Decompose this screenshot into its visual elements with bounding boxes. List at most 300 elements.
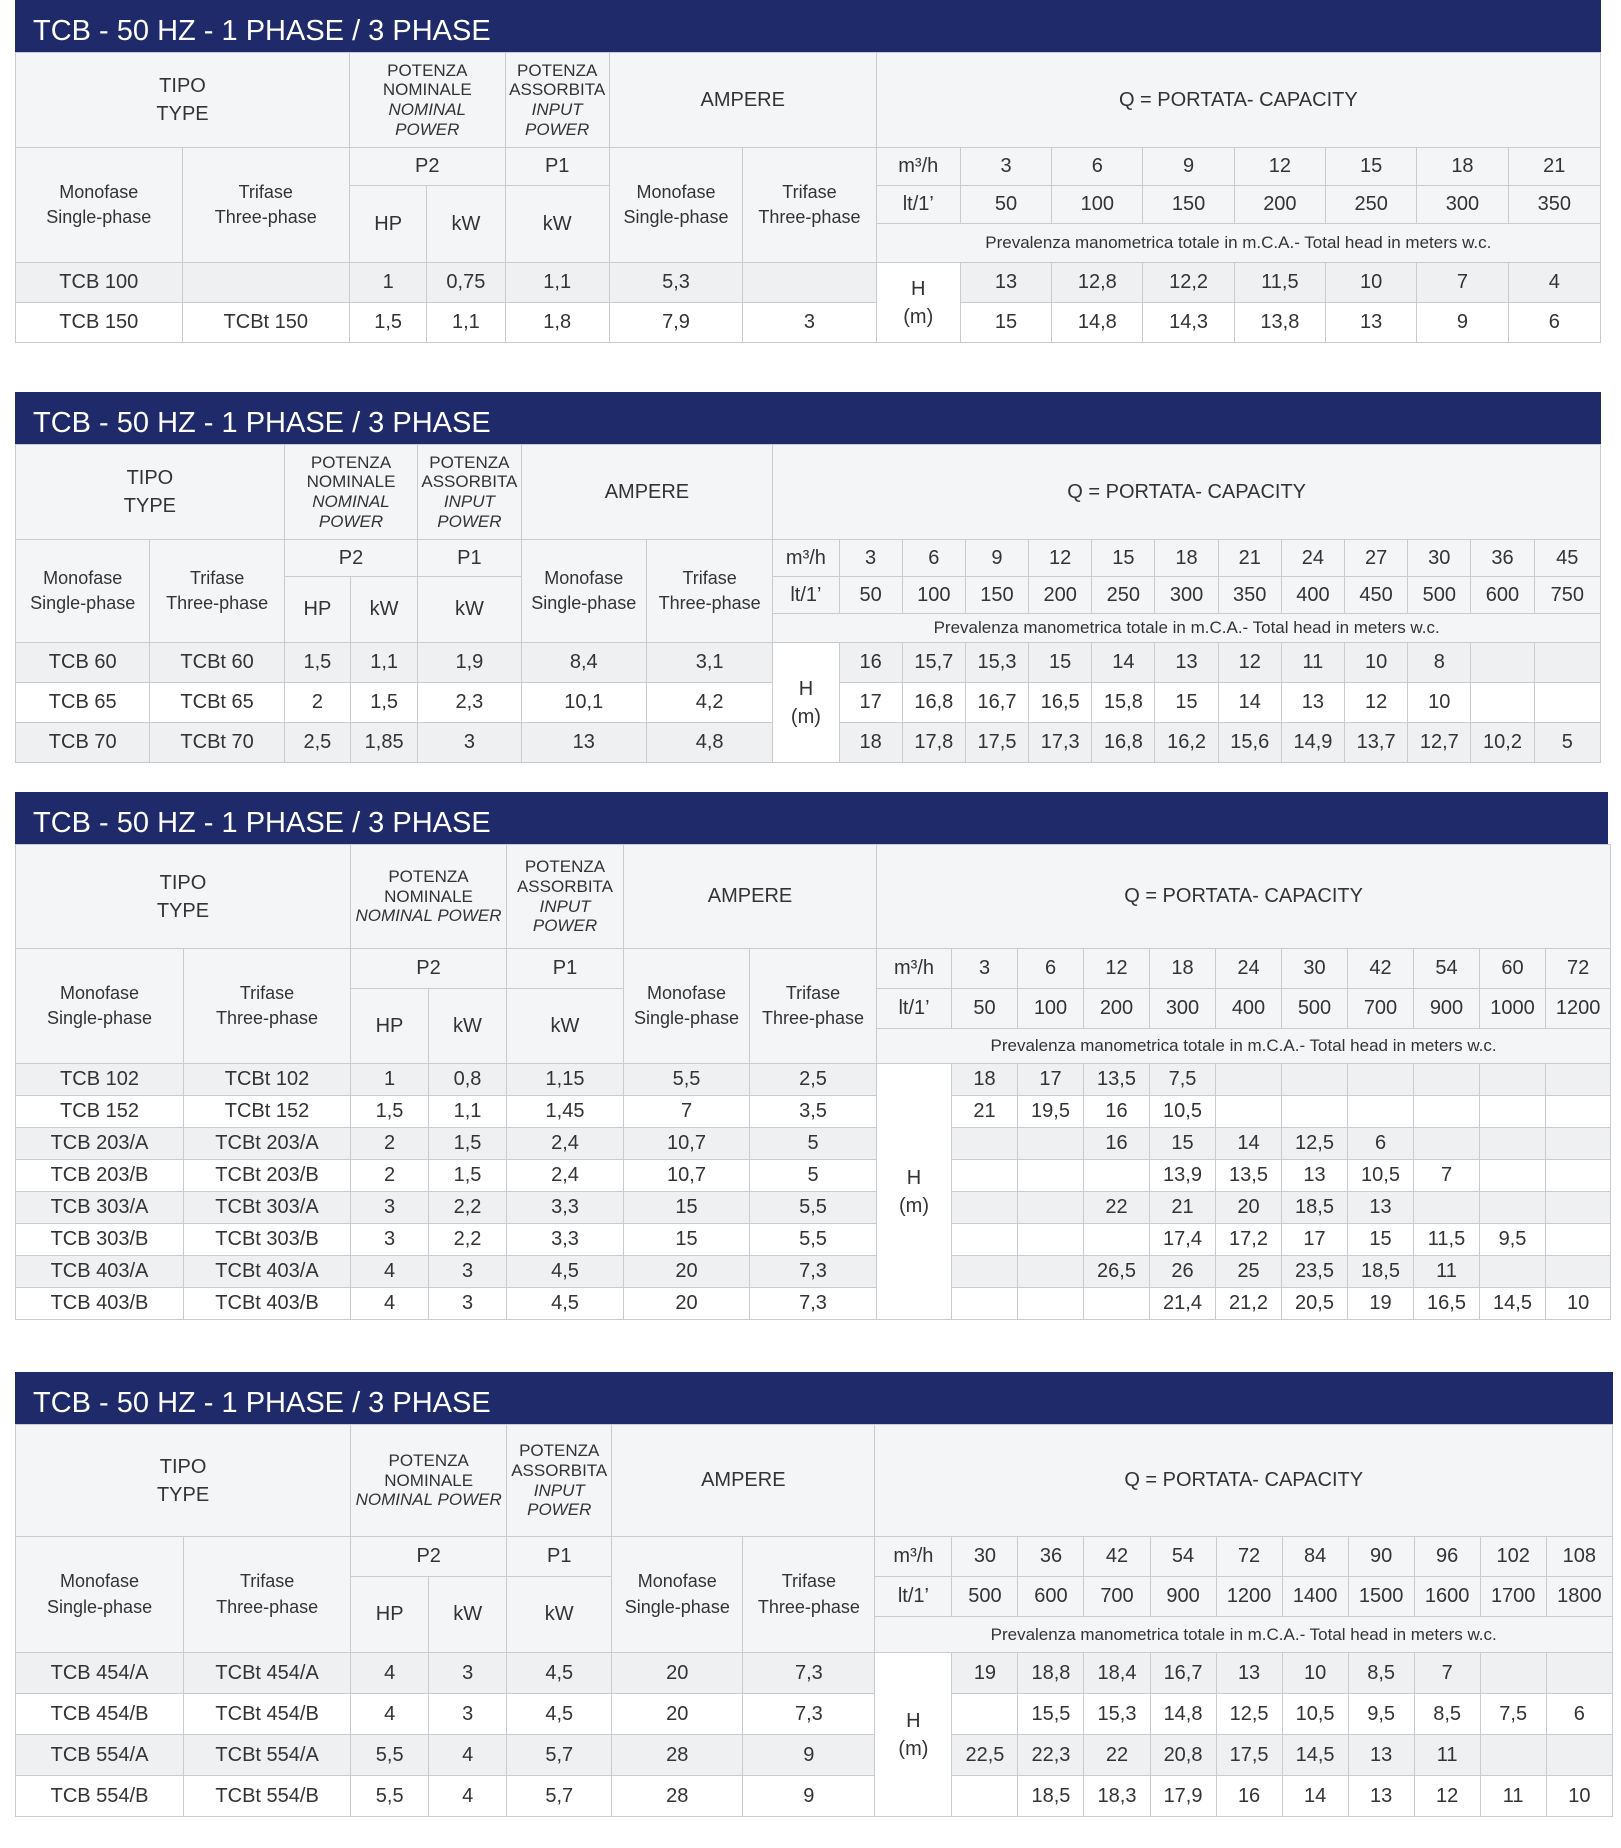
m3h-unit [877, 949, 952, 989]
input-kw: 1,45 [507, 1096, 624, 1128]
head-value: 16,5 [1414, 1288, 1480, 1320]
capacity-label: Q = PORTATA- CAPACITY [1067, 480, 1307, 503]
head-value [1546, 1224, 1611, 1256]
head-value: 13 [960, 263, 1051, 303]
head-value: 13,5 [1216, 1160, 1282, 1192]
head-value: 25 [1216, 1256, 1282, 1288]
power-kw: 1,85 [351, 723, 418, 763]
input-kw: 2,4 [507, 1128, 624, 1160]
head-value: 14,5 [1480, 1288, 1546, 1320]
flow-lt: 400 [1281, 577, 1344, 614]
head-value: 13,8 [1234, 303, 1325, 343]
table-row [16, 1776, 1613, 1817]
head-value: 14,5 [1282, 1735, 1348, 1776]
kw-header [351, 577, 418, 643]
flow-m3h: 21 [1218, 540, 1281, 577]
head-value: 16 [1216, 1776, 1282, 1817]
input-label: POTENZA [429, 452, 510, 472]
model-trifase: TCBt 454/B [184, 1694, 351, 1735]
nominal-label-2: NOMINALE [306, 472, 396, 492]
power-kw: 3 [429, 1694, 507, 1735]
power-kw: 1,5 [351, 683, 418, 723]
power-kw: 1,5 [429, 1128, 507, 1160]
head-value [1084, 1224, 1150, 1256]
flow-lt: 600 [1018, 1577, 1084, 1617]
flow-m3h: 72 [1546, 949, 1611, 989]
model-monofase: TCB 65 [16, 683, 150, 723]
input-power-header [418, 445, 521, 540]
head-value [1414, 1192, 1480, 1224]
head-value: 17,9 [1150, 1776, 1216, 1817]
head-value: 14 [1216, 1128, 1282, 1160]
head-value: 11 [1480, 1776, 1546, 1817]
power-kw: 3 [429, 1288, 507, 1320]
type-header [16, 53, 350, 148]
power-kw: 1,1 [351, 643, 418, 683]
head-value: 10,5 [1282, 1694, 1348, 1735]
head-value: 19,5 [1018, 1096, 1084, 1128]
ampere-label: AMPERE [701, 1469, 786, 1491]
head-h-label: H [906, 1709, 921, 1732]
flow-lt: 200 [1084, 989, 1150, 1029]
flow-lt: 1600 [1414, 1577, 1480, 1617]
flow-m3h: 42 [1348, 949, 1414, 989]
head-value: 12 [1414, 1776, 1480, 1817]
head-value: 16,7 [965, 683, 1028, 723]
three-phase-label: Three-phase [166, 593, 269, 613]
flow-lt: 1800 [1546, 1577, 1612, 1617]
flow-m3h: 24 [1216, 949, 1282, 989]
ampere-trifase: 5,5 [750, 1224, 877, 1256]
nominal-power-header [350, 53, 505, 148]
ampere-trifase: 5 [750, 1160, 877, 1192]
input-kw: 4,5 [507, 1256, 624, 1288]
model-trifase: TCBt 102 [184, 1064, 351, 1096]
head-value [1546, 1160, 1611, 1192]
nominal-power-label: NOMINAL POWER [355, 906, 502, 926]
head-value: 7,5 [1150, 1064, 1216, 1096]
head-value: 13 [1281, 683, 1344, 723]
flow-lt: 1000 [1480, 989, 1546, 1029]
model-trifase: TCBt 203/B [184, 1160, 351, 1192]
tipo-label: TIPO [159, 871, 207, 894]
head-value: 9 [1417, 303, 1508, 343]
head-value: 15,8 [1092, 683, 1155, 723]
model-monofase: TCB 454/B [16, 1694, 184, 1735]
head-unit-cell [773, 643, 839, 763]
nominal-label: POTENZA [388, 867, 469, 887]
head-value: 10,5 [1150, 1096, 1216, 1128]
flow-lt: 150 [965, 577, 1028, 614]
flow-lt: 50 [839, 577, 902, 614]
ampere-label: AMPERE [604, 480, 690, 503]
head-value: 21,4 [1150, 1288, 1216, 1320]
head-value: 10 [1546, 1776, 1612, 1817]
input-label-2: ASSORBITA [516, 876, 614, 896]
flow-m3h: 3 [839, 540, 902, 577]
head-value: 17,3 [1029, 723, 1092, 763]
ampere-trifase: 7,3 [750, 1288, 877, 1320]
nominal-power-label: NOMINAL POWER [355, 1490, 502, 1510]
input-kw: 1,15 [507, 1064, 624, 1096]
lt-unit [875, 1577, 952, 1617]
lt-unit-label: lt/1’ [898, 997, 930, 1019]
head-value [952, 1128, 1018, 1160]
amp-single-phase-label: Single-phase [624, 1596, 730, 1617]
power-hp: 1,5 [350, 303, 427, 343]
trifase-header [182, 148, 350, 263]
head-value: 16,5 [1029, 683, 1092, 723]
table-row [16, 1128, 1611, 1160]
head-value: 6 [1348, 1128, 1414, 1160]
kw-header [427, 186, 505, 263]
head-value: 18,5 [1282, 1192, 1348, 1224]
head-note: Prevalenza manometrica totale in m.C.A.- Total head in meters w.c. [990, 1036, 1497, 1055]
flow-m3h: 90 [1348, 1537, 1414, 1577]
nominal-power-label-2: POWER [395, 119, 460, 139]
monofase-header [16, 540, 150, 643]
nominal-power-label: NOMINAL [388, 100, 466, 119]
head-value: 13 [1155, 643, 1218, 683]
capacity-label: Q = PORTATA- CAPACITY [1118, 88, 1358, 111]
head-value [1018, 1192, 1084, 1224]
head-value [1018, 1224, 1084, 1256]
type-header [16, 845, 351, 949]
flow-m3h: 54 [1414, 949, 1480, 989]
head-value [1480, 1192, 1546, 1224]
m3h-unit [773, 540, 839, 577]
ampere-trifase: 7,3 [750, 1256, 877, 1288]
head-value [1216, 1096, 1282, 1128]
hp-header [350, 186, 427, 263]
hp-header [284, 577, 350, 643]
power-hp: 1 [350, 263, 427, 303]
head-value: 14,3 [1143, 303, 1234, 343]
head-m-label: (m) [903, 305, 934, 328]
power-hp: 5,5 [351, 1735, 429, 1776]
head-value: 26 [1150, 1256, 1216, 1288]
flow-lt: 700 [1348, 989, 1414, 1029]
spec-table [15, 444, 1601, 763]
head-value: 6 [1508, 303, 1600, 343]
flow-m3h: 18 [1155, 540, 1218, 577]
head-value: 10,2 [1471, 723, 1534, 763]
head-value: 17 [1018, 1064, 1084, 1096]
power-hp: 2 [351, 1128, 429, 1160]
head-value: 10 [1345, 643, 1408, 683]
head-value [1018, 1160, 1084, 1192]
flow-lt: 150 [1143, 186, 1234, 224]
table-row [16, 1192, 1611, 1224]
flow-m3h: 36 [1018, 1537, 1084, 1577]
model-monofase: TCB 203/B [16, 1160, 184, 1192]
model-monofase: TCB 554/B [16, 1776, 184, 1817]
flow-lt: 50 [960, 186, 1051, 224]
head-value: 15,3 [965, 643, 1028, 683]
head-value: 13 [1326, 303, 1417, 343]
hp-label: HP [375, 1603, 404, 1625]
ampere-header [609, 53, 876, 148]
head-unit-cell [875, 1653, 952, 1817]
head-value: 16 [1084, 1096, 1150, 1128]
head-h-label: H [911, 277, 926, 300]
p1-label: P1 [547, 1545, 572, 1567]
power-hp: 2 [351, 1160, 429, 1192]
lt-unit [876, 186, 960, 224]
table-title: TCB - 50 HZ - 1 PHASE / 3 PHASE [15, 392, 1601, 444]
p1-header [505, 148, 609, 186]
power-hp: 2,5 [284, 723, 350, 763]
model-trifase: TCBt 303/B [184, 1224, 351, 1256]
ampere-monofase: 7,9 [609, 303, 742, 343]
spec-table-block [15, 792, 1608, 1320]
head-value [1546, 1096, 1611, 1128]
p1-header [507, 949, 624, 989]
head-value: 16,7 [1150, 1653, 1216, 1694]
ampere-monofase: 28 [612, 1776, 743, 1817]
flow-lt: 300 [1417, 186, 1508, 224]
model-monofase: TCB 454/A [16, 1653, 184, 1694]
flow-m3h: 12 [1234, 148, 1325, 186]
ampere-trifase: 4,8 [646, 723, 772, 763]
head-value: 10 [1408, 683, 1471, 723]
p2-label: P2 [338, 546, 364, 569]
amp-monofase-label: Monofase [636, 181, 716, 202]
head-h-label: H [798, 677, 814, 700]
head-value: 17,4 [1150, 1224, 1216, 1256]
head-value: 9,5 [1480, 1224, 1546, 1256]
head-value: 18,5 [1348, 1256, 1414, 1288]
head-value [952, 1160, 1018, 1192]
head-value [1084, 1160, 1150, 1192]
ampere-trifase-header [646, 540, 772, 643]
input-power-header [505, 53, 609, 148]
head-value: 7 [1417, 263, 1508, 303]
head-unit-cell [876, 263, 960, 343]
p2-label: P2 [415, 155, 440, 177]
model-monofase: TCB 403/B [16, 1288, 184, 1320]
p2-header [351, 949, 507, 989]
flow-m3h: 72 [1216, 1537, 1282, 1577]
head-value: 21 [1150, 1192, 1216, 1224]
head-value: 14 [1282, 1776, 1348, 1817]
head-value: 8,5 [1348, 1653, 1414, 1694]
head-value: 12 [1218, 643, 1281, 683]
power-hp: 1,5 [284, 643, 350, 683]
input-label-2: ASSORBITA [421, 472, 518, 492]
ampere-monofase: 15 [624, 1192, 750, 1224]
head-note-row [773, 614, 1601, 643]
kw-header [429, 1577, 507, 1653]
flow-lt: 250 [1092, 577, 1155, 614]
trifase-label: Trifase [189, 567, 245, 588]
ampere-label: AMPERE [707, 885, 793, 907]
nominal-label: POTENZA [388, 1451, 469, 1471]
power-hp: 4 [351, 1653, 429, 1694]
head-value [1282, 1064, 1348, 1096]
type-label: TYPE [123, 495, 177, 517]
head-value: 19 [952, 1653, 1018, 1694]
head-value: 15,6 [1218, 723, 1281, 763]
p1-header [507, 1537, 612, 1577]
input-label: POTENZA [524, 857, 606, 877]
p2-header [284, 540, 417, 577]
flow-m3h: 6 [1052, 148, 1143, 186]
ampere-monofase-header [612, 1537, 743, 1653]
head-m-label: (m) [899, 1194, 929, 1217]
type-label: TYPE [156, 1483, 210, 1506]
head-value [1546, 1064, 1611, 1096]
capacity-label: Q = PORTATA- CAPACITY [1124, 885, 1363, 907]
flow-m3h: 102 [1480, 1537, 1546, 1577]
hp-label: HP [375, 1014, 404, 1037]
kw-label: kW [369, 598, 399, 620]
head-value: 12,7 [1408, 723, 1471, 763]
amp-single-phase-label: Single-phase [531, 593, 637, 613]
head-value: 12,5 [1282, 1128, 1348, 1160]
model-monofase: TCB 303/B [16, 1224, 184, 1256]
three-phase-label: Three-phase [215, 1008, 319, 1028]
head-value: 18,3 [1084, 1776, 1150, 1817]
head-value [952, 1256, 1018, 1288]
flow-lt: 300 [1155, 577, 1218, 614]
head-value: 17,5 [965, 723, 1028, 763]
ampere-trifase: 9 [743, 1776, 875, 1817]
head-value: 13 [1348, 1735, 1414, 1776]
head-value [1546, 1128, 1611, 1160]
head-value: 23,5 [1282, 1256, 1348, 1288]
ampere-monofase: 15 [624, 1224, 750, 1256]
ampere-header [624, 845, 877, 949]
head-h-label: H [906, 1166, 922, 1189]
table-row [16, 643, 1601, 683]
head-note: Prevalenza manometrica totale in m.C.A.- Total head in meters w.c. [985, 233, 1492, 252]
power-kw: 3 [429, 1256, 507, 1288]
kw-p1-label: kW [544, 1603, 574, 1625]
flow-m3h: 18 [1417, 148, 1508, 186]
flow-lt: 1200 [1546, 989, 1611, 1029]
head-value: 14,9 [1281, 723, 1344, 763]
kw-label: kW [453, 1603, 483, 1625]
head-value: 19 [1348, 1288, 1414, 1320]
table-row [16, 1096, 1611, 1128]
head-value: 8,5 [1414, 1694, 1480, 1735]
head-value: 20 [1216, 1192, 1282, 1224]
monofase-label: Monofase [43, 567, 123, 588]
head-value: 13 [1282, 1160, 1348, 1192]
head-value [1414, 1128, 1480, 1160]
monofase-header [16, 148, 183, 263]
table-row [16, 1160, 1611, 1192]
flow-lt: 350 [1508, 186, 1600, 224]
head-value: 9,5 [1348, 1694, 1414, 1735]
type-label: TYPE [156, 899, 210, 922]
ampere-trifase-header [743, 1537, 875, 1653]
head-value: 15,3 [1084, 1694, 1150, 1735]
flow-m3h: 9 [1143, 148, 1234, 186]
head-value: 12,5 [1216, 1694, 1282, 1735]
head-value: 11 [1281, 643, 1344, 683]
model-monofase: TCB 100 [16, 263, 183, 303]
head-value [1480, 1128, 1546, 1160]
head-value: 15 [1029, 643, 1092, 683]
head-value: 15,5 [1018, 1694, 1084, 1735]
single-phase-label: Single-phase [30, 593, 136, 613]
flow-lt: 100 [1018, 989, 1084, 1029]
spec-table [15, 52, 1601, 343]
flow-m3h: 96 [1414, 1537, 1480, 1577]
head-value [952, 1288, 1018, 1320]
head-value [1018, 1128, 1084, 1160]
p1-header [418, 540, 521, 577]
flow-m3h: 30 [1282, 949, 1348, 989]
head-value: 15 [960, 303, 1051, 343]
flow-m3h: 30 [952, 1537, 1018, 1577]
flow-m3h: 6 [902, 540, 965, 577]
input-kw: 3 [418, 723, 521, 763]
flow-lt: 500 [952, 1577, 1018, 1617]
kw-p1-label: kW [542, 212, 572, 235]
input-power-label: INPUT [539, 896, 591, 916]
flow-m3h: 15 [1326, 148, 1417, 186]
flow-lt: 350 [1218, 577, 1281, 614]
kw-label: kW [453, 1014, 482, 1037]
nominal-power-header [284, 445, 417, 540]
hp-label: HP [303, 598, 332, 620]
input-label-2: ASSORBITA [509, 80, 606, 100]
model-trifase: TCBt 70 [150, 723, 284, 763]
flow-m3h: 45 [1534, 540, 1600, 577]
head-value: 17 [839, 683, 902, 723]
flow-m3h: 27 [1345, 540, 1408, 577]
ampere-monofase: 28 [612, 1735, 743, 1776]
table-row [16, 1735, 1613, 1776]
head-value: 22,3 [1018, 1735, 1084, 1776]
head-value [952, 1694, 1018, 1735]
head-m-label: (m) [790, 705, 821, 728]
head-value: 15 [1348, 1224, 1414, 1256]
head-value: 6 [1546, 1694, 1612, 1735]
head-value: 26,5 [1084, 1256, 1150, 1288]
flow-m3h: 18 [1150, 949, 1216, 989]
flow-lt: 1200 [1216, 1577, 1282, 1617]
nominal-label: POTENZA [387, 60, 468, 80]
m3h-unit-label: m³/h [893, 1545, 934, 1567]
flow-lt: 750 [1534, 577, 1600, 614]
table-row [16, 303, 1601, 343]
head-value: 14 [1218, 683, 1281, 723]
ampere-monofase-header [521, 540, 646, 643]
head-value [1546, 1192, 1611, 1224]
model-monofase: TCB 70 [16, 723, 150, 763]
head-value: 13,5 [1084, 1064, 1150, 1096]
kw-p1-header [507, 1577, 612, 1653]
head-value: 11,5 [1234, 263, 1325, 303]
flow-m3h: 15 [1092, 540, 1155, 577]
ampere-monofase: 13 [521, 723, 646, 763]
flow-lt: 100 [902, 577, 965, 614]
lt-unit-label: lt/1’ [790, 583, 822, 606]
input-kw: 5,7 [507, 1776, 612, 1817]
model-monofase: TCB 150 [16, 303, 183, 343]
head-value [1480, 1160, 1546, 1192]
nominal-label-2: NOMINALE [384, 1470, 474, 1490]
input-label-2: ASSORBITA [511, 1460, 608, 1480]
head-value: 17,2 [1216, 1224, 1282, 1256]
model-trifase: TCBt 454/A [184, 1653, 351, 1694]
input-power-header [507, 845, 624, 949]
head-value [1546, 1735, 1612, 1776]
